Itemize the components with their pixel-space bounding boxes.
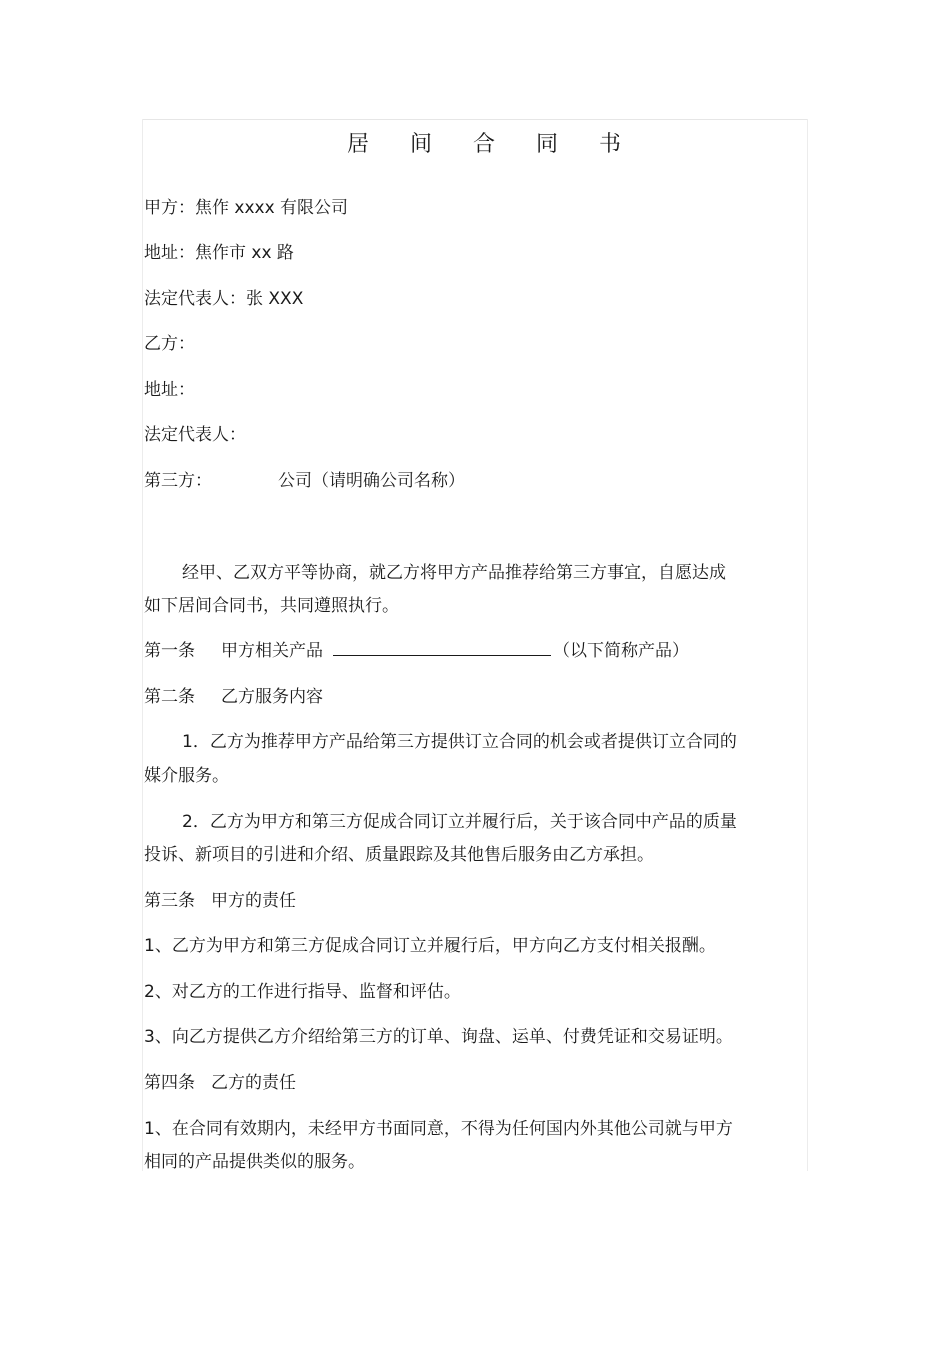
article-3-heading — [144, 889, 296, 913]
article-1-number: 第一条 — [144, 641, 195, 661]
article-4-number: 第四条 — [144, 1073, 195, 1093]
article-2-heading — [144, 685, 323, 709]
party-a-name-label: 甲方： — [144, 198, 195, 218]
article-2-item-1-line-1: 1．乙方为推荐甲方产品给第三方提供订立合同的机会或者提供订立合同的 — [182, 732, 737, 752]
article-4-heading — [144, 1071, 296, 1095]
article-2-number: 第二条 — [144, 687, 195, 707]
preamble-line-2: 如下居间合同书，共同遵照执行。 — [144, 596, 399, 616]
article-3-item-3: 3、向乙方提供乙方介绍给第三方的订单、询盘、运单、付费凭证和交易证明。 — [144, 1027, 733, 1047]
article-3-number: 第三条 — [144, 891, 195, 911]
party-b-name-label: 乙方： — [144, 334, 195, 354]
party-b-address-label: 地址： — [144, 380, 195, 400]
preamble-line-1: 经甲、乙双方平等协商，就乙方将甲方产品推荐给第三方事宜，自愿达成 — [182, 563, 726, 583]
third-party-value: 公司（请明确公司名称） — [278, 471, 465, 491]
party-b-address-line — [144, 378, 195, 402]
article-2-item-2-line-2: 投诉、新项目的引进和介绍、质量跟踪及其他售后服务由乙方承担。 — [144, 845, 654, 865]
party-b-name-line — [144, 332, 195, 356]
article-4-title: 乙方的责任 — [211, 1073, 296, 1093]
party-a-address-value: 焦作市 xx 路 — [195, 243, 294, 263]
party-a-name-value: 焦作 xxxx 有限公司 — [195, 198, 349, 218]
party-b-rep-label: 法定代表人： — [144, 425, 246, 445]
article-4-item-1-line-2: 相同的产品提供类似的服务。 — [144, 1152, 365, 1172]
third-party-label: 第三方： — [144, 471, 212, 491]
article-3-item-1: 1、乙方为甲方和第三方促成合同订立并履行后，甲方向乙方支付相关报酬。 — [144, 936, 716, 956]
third-party-line — [144, 469, 465, 493]
party-a-rep-line — [144, 287, 303, 311]
party-b-rep-line — [144, 423, 246, 447]
article-2-item-1-line-2: 媒介服务。 — [144, 766, 229, 786]
contract-title: 居 间 合 同 书 — [347, 132, 638, 157]
page-frame-left — [142, 119, 143, 1171]
article-2-title: 乙方服务内容 — [221, 687, 323, 707]
article-1-title: 甲方相关产品 — [221, 641, 323, 661]
article-4-item-1-line-1: 1、在合同有效期内，未经甲方书面同意，不得为任何国内外其他公司就与甲方 — [144, 1119, 733, 1139]
article-3-title: 甲方的责任 — [211, 891, 296, 911]
party-a-rep-label: 法定代表人： — [144, 289, 246, 309]
party-a-rep-value: 张 XXX — [246, 289, 304, 309]
article-1-suffix: （以下简称产品） — [553, 641, 689, 661]
page-frame-top — [142, 119, 808, 120]
product-name-blank[interactable] — [333, 639, 551, 656]
party-a-address-label: 地址： — [144, 243, 195, 263]
article-3-item-2: 2、对乙方的工作进行指导、监督和评估。 — [144, 982, 461, 1002]
page-frame-right — [807, 119, 808, 1171]
party-a-address-line — [144, 241, 294, 265]
party-a-name-line — [144, 196, 348, 220]
article-1-line — [144, 639, 689, 663]
article-2-item-2-line-1: 2．乙方为甲方和第三方促成合同订立并履行后，关于该合同中产品的质量 — [182, 812, 737, 832]
